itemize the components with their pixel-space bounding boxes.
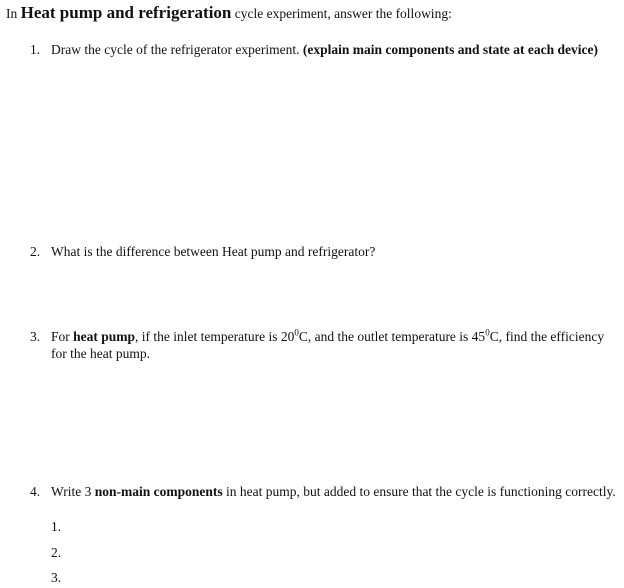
question-2-text: What is the difference between Heat pump and refrigerator? [51,244,376,259]
question-3-lead: For [51,329,74,344]
question-4-text: in heat pump, but added to ensure that the cycle is functioning correctly. [222,484,616,499]
intro-suffix: cycle experiment, answer the following: [231,6,452,21]
question-4-bold: non-main components [94,484,223,499]
intro-topic: Heat pump and refrigeration [20,3,232,22]
question-1-bold: (explain main components and state at each device) [302,42,598,57]
question-3-text-c: C, find the efficiency for the heat pump. [51,329,605,361]
question-1 [30,41,616,58]
answer-item-1: 1. [51,519,62,534]
question-3-body [51,328,616,362]
question-3-sup-b: 0 [485,327,490,338]
question-3-sup-a: 0 [294,327,299,338]
question-1-number: 1. [30,42,41,57]
question-4 [30,483,616,500]
question-3-number: 3. [30,329,41,344]
question-4-lead: Write 3 [51,484,95,499]
intro-prefix: In [6,6,21,21]
answer-item-2: 2. [51,545,62,560]
question-3-bold: heat pump [73,329,136,344]
question-3 [30,328,616,362]
answer-item-3: 3. [51,570,62,585]
question-1-text: Draw the cycle of the refrigerator experiment. [51,42,303,57]
question-3-text-a: , if the inlet temperature is 20 [135,329,295,344]
question-1-body [51,41,616,58]
question-4-body [51,483,616,500]
question-3-text-b: C, and the outlet temperature is 45 [298,329,486,344]
question-2-number: 2. [30,244,41,259]
question-4-number: 4. [30,484,41,499]
question-2 [30,243,616,260]
intro-line [6,4,452,22]
